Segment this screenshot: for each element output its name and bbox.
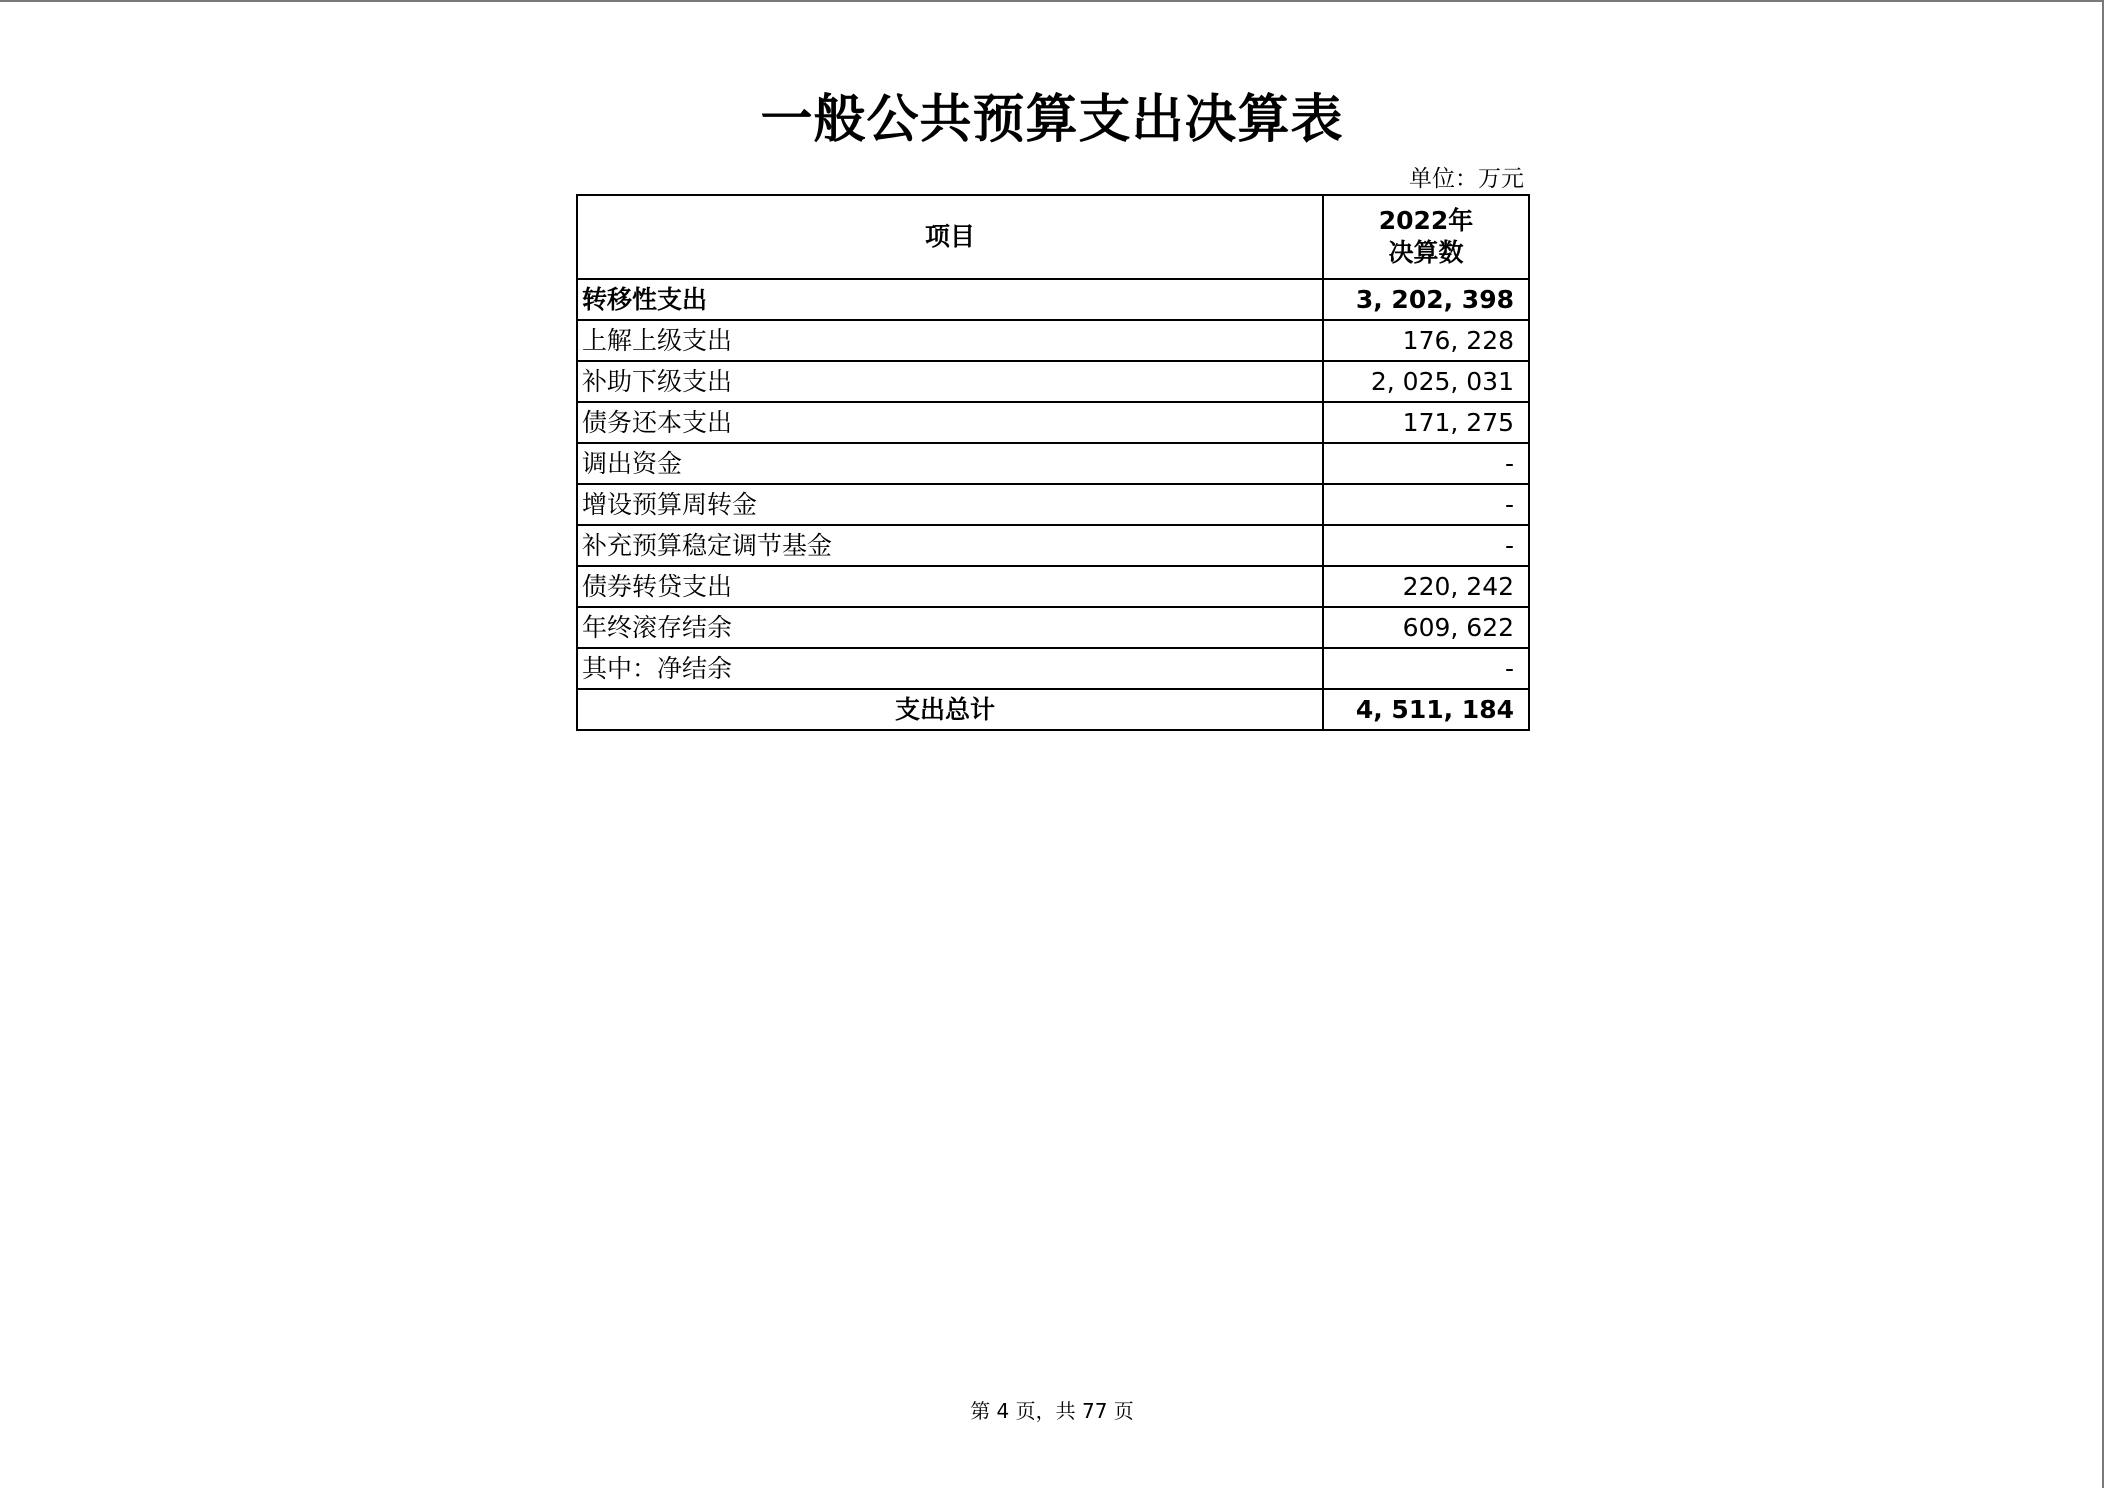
- row-value-funds-out: -: [1323, 443, 1529, 484]
- row-label-stabilization-fund: 补充预算稳定调节基金: [577, 525, 1323, 566]
- row-value-remit-upper: 176, 228: [1323, 320, 1529, 361]
- row-value-subsidy-lower: 2, 025, 031: [1323, 361, 1529, 402]
- row-label-subsidy-lower: 补助下级支出: [577, 361, 1323, 402]
- row-label-funds-out: 调出资金: [577, 443, 1323, 484]
- column-header-amount: [1323, 195, 1529, 279]
- row-label-net-balance: 其中：净结余: [577, 648, 1323, 689]
- table-row: [577, 484, 1529, 525]
- table-row: [577, 566, 1529, 607]
- row-value-net-balance: -: [1323, 648, 1529, 689]
- document-title: 一般公共预算支出决算表: [760, 90, 1344, 150]
- row-label-total: 支出总计: [577, 689, 1323, 730]
- page-footer: 第 4 页，共 77 页: [970, 1399, 1134, 1423]
- unit-label: 单位：万元: [1409, 166, 1524, 192]
- column-header-final: 决算数: [1388, 238, 1464, 267]
- row-label-revolving-fund: 增设预算周转金: [577, 484, 1323, 525]
- row-label-debt-principal: 债务还本支出: [577, 402, 1323, 443]
- table-row: [577, 648, 1529, 689]
- row-value-revolving-fund: -: [1323, 484, 1529, 525]
- row-value-year-end-balance: 609, 622: [1323, 607, 1529, 648]
- row-value-transfer-expenditure: 3, 202, 398: [1323, 279, 1529, 320]
- row-value-bond-onlending: 220, 242: [1323, 566, 1529, 607]
- table-row: [577, 361, 1529, 402]
- row-value-total: 4, 511, 184: [1323, 689, 1529, 730]
- column-header-item: 项目: [577, 195, 1323, 279]
- row-label-remit-upper: 上解上级支出: [577, 320, 1323, 361]
- table-row: [577, 402, 1529, 443]
- row-label-transfer-expenditure: 转移性支出: [577, 279, 1323, 320]
- table-total-row: [577, 689, 1529, 730]
- column-header-year: 2022年: [1378, 206, 1474, 235]
- row-value-debt-principal: 171, 275: [1323, 402, 1529, 443]
- table-header-row: [577, 195, 1529, 279]
- table-row: [577, 525, 1529, 566]
- table-row: [577, 607, 1529, 648]
- budget-table: [576, 194, 1530, 731]
- row-value-stabilization-fund: -: [1323, 525, 1529, 566]
- table-row: [577, 320, 1529, 361]
- table-row: [577, 279, 1529, 320]
- table-row: [577, 443, 1529, 484]
- page-top-border: [0, 0, 2104, 2]
- row-label-bond-onlending: 债券转贷支出: [577, 566, 1323, 607]
- row-label-year-end-balance: 年终滚存结余: [577, 607, 1323, 648]
